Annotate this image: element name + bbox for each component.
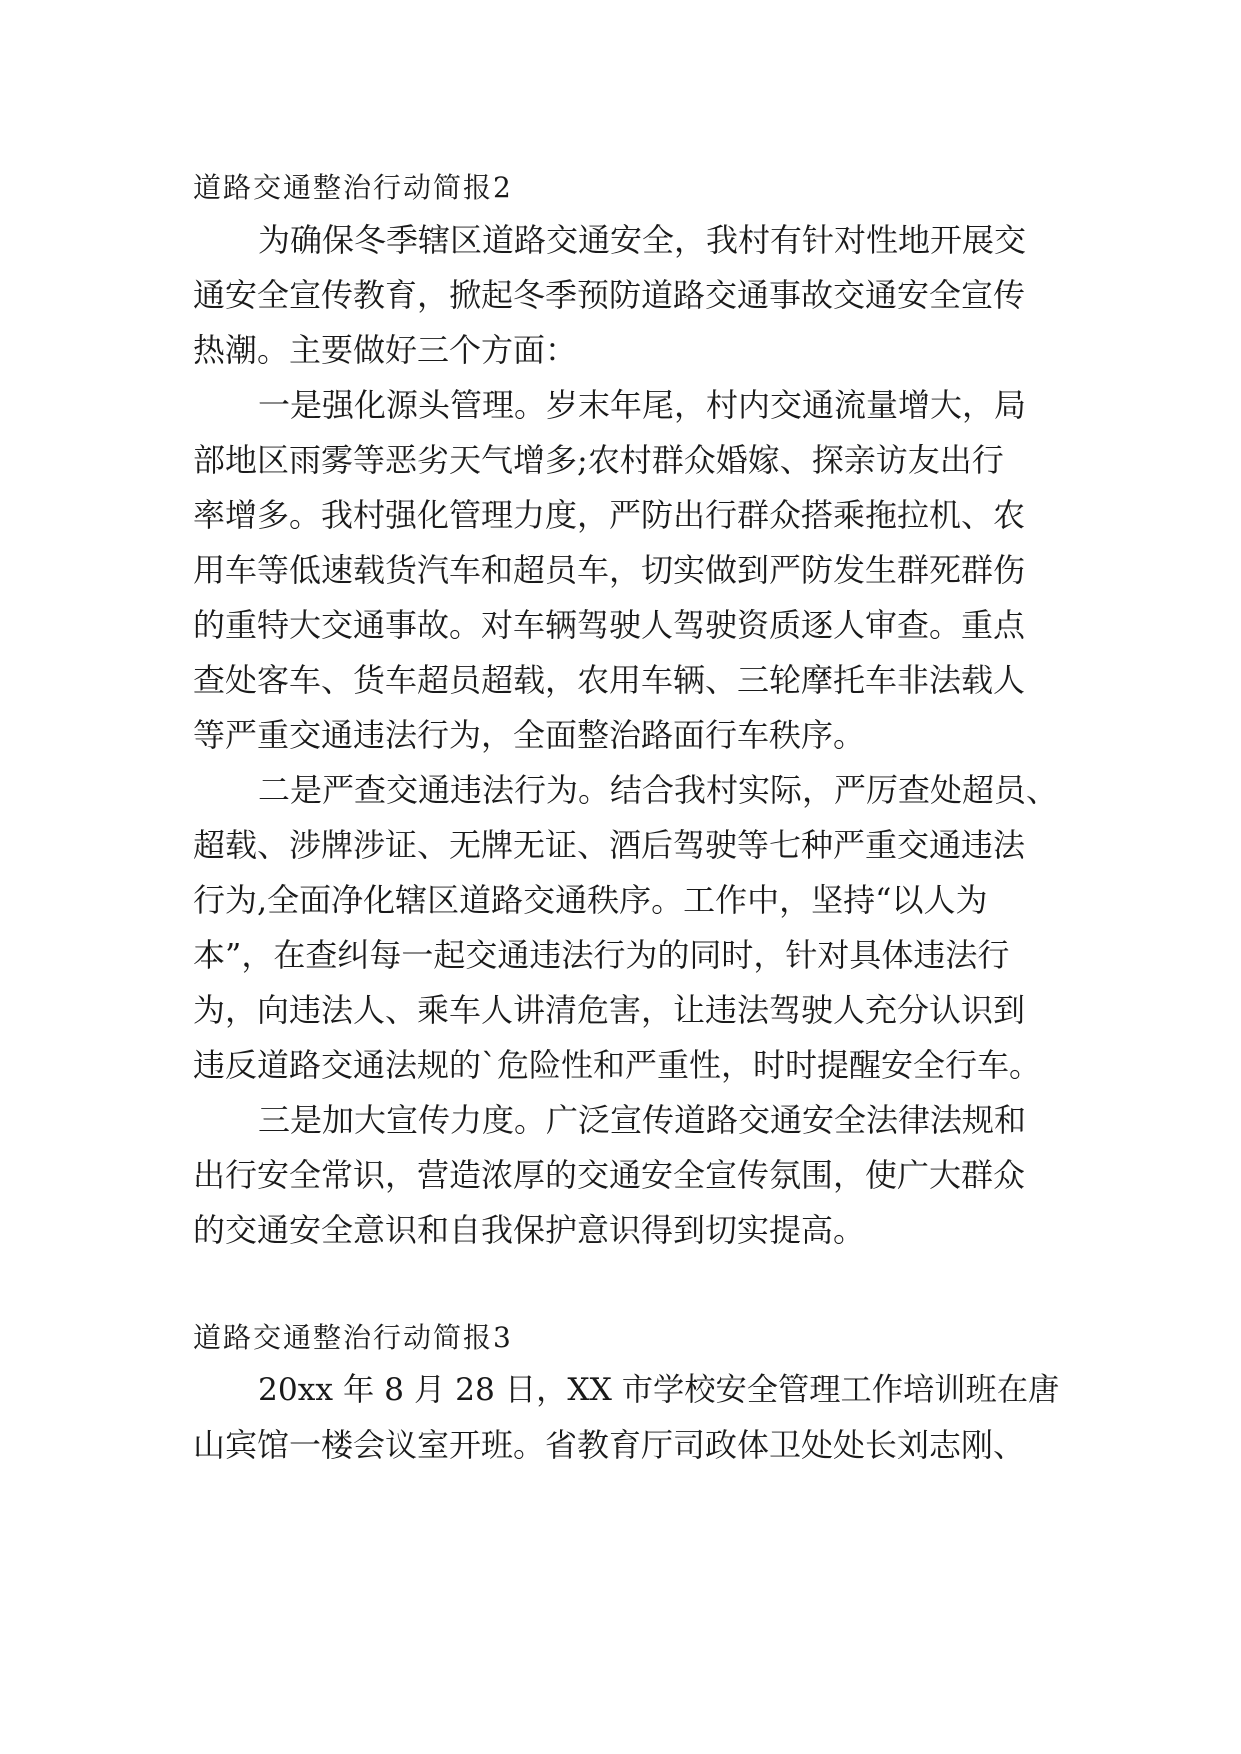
paragraph-line: 本”，在查纠每一起交通违法行为的同时，针对具体违法行 bbox=[193, 936, 1010, 974]
section-3-title: 道路交通整治行动简报3 bbox=[193, 1321, 513, 1354]
paragraph-line: 的重特大交通事故。对车辆驾驶人驾驶资质逐人审查。重点 bbox=[193, 606, 1026, 644]
paragraph-line: 三是加大宣传力度。广泛宣传道路交通安全法律法规和 bbox=[258, 1101, 1027, 1139]
paragraph-line: 率增多。我村强化管理力度，严防出行群众搭乘拖拉机、农 bbox=[193, 496, 1026, 534]
paragraph-line: 查处客车、货车超员超载，农用车辆、三轮摩托车非法载人 bbox=[193, 661, 1026, 699]
paragraph-line: 超载、涉牌涉证、无牌无证、酒后驾驶等七种严重交通违法 bbox=[193, 826, 1026, 864]
paragraph-line: 二是严查交通违法行为。结合我村实际，严厉查处超员、 bbox=[258, 771, 1059, 809]
paragraph-line: 部地区雨雾等恶劣天气增多;农村群众婚嫁、探亲访友出行 bbox=[193, 441, 1004, 479]
paragraph-line: 热潮。主要做好三个方面： bbox=[193, 331, 578, 369]
paragraph-line: 出行安全常识，营造浓厚的交通安全宣传氛围，使广大群众 bbox=[193, 1156, 1026, 1194]
paragraph-line: 山宾馆一楼会议室开班。省教育厅司政体卫处处长刘志刚、 bbox=[193, 1426, 1026, 1464]
paragraph-line: 通安全宣传教育，掀起冬季预防道路交通事故交通安全宣传 bbox=[193, 276, 1026, 314]
paragraph-line: 一是强化源头管理。岁末年尾，村内交通流量增大，局 bbox=[258, 386, 1027, 424]
paragraph-line: 用车等低速载货汽车和超员车，切实做到严防发生群死群伤 bbox=[193, 551, 1026, 589]
paragraph-line: 20xx 年 8 月 28 日，XX 市学校安全管理工作培训班在唐 bbox=[258, 1372, 1060, 1408]
paragraph-line: 等严重交通违法行为，全面整治路面行车秩序。 bbox=[193, 716, 866, 754]
paragraph-line: 为确保冬季辖区道路交通安全，我村有针对性地开展交 bbox=[258, 221, 1027, 259]
paragraph-line: 为，向违法人、乘车人讲清危害，让违法驾驶人充分认识到 bbox=[193, 991, 1026, 1029]
paragraph-line: 违反道路交通法规的`危险性和严重性，时时提醒安全行车。 bbox=[193, 1046, 1042, 1084]
paragraph-line: 行为,全面净化辖区道路交通秩序。工作中，坚持“以人为 bbox=[193, 881, 988, 919]
paragraph-line: 的交通安全意识和自我保护意识得到切实提高。 bbox=[193, 1211, 866, 1249]
section-2-title: 道路交通整治行动简报2 bbox=[193, 171, 513, 204]
